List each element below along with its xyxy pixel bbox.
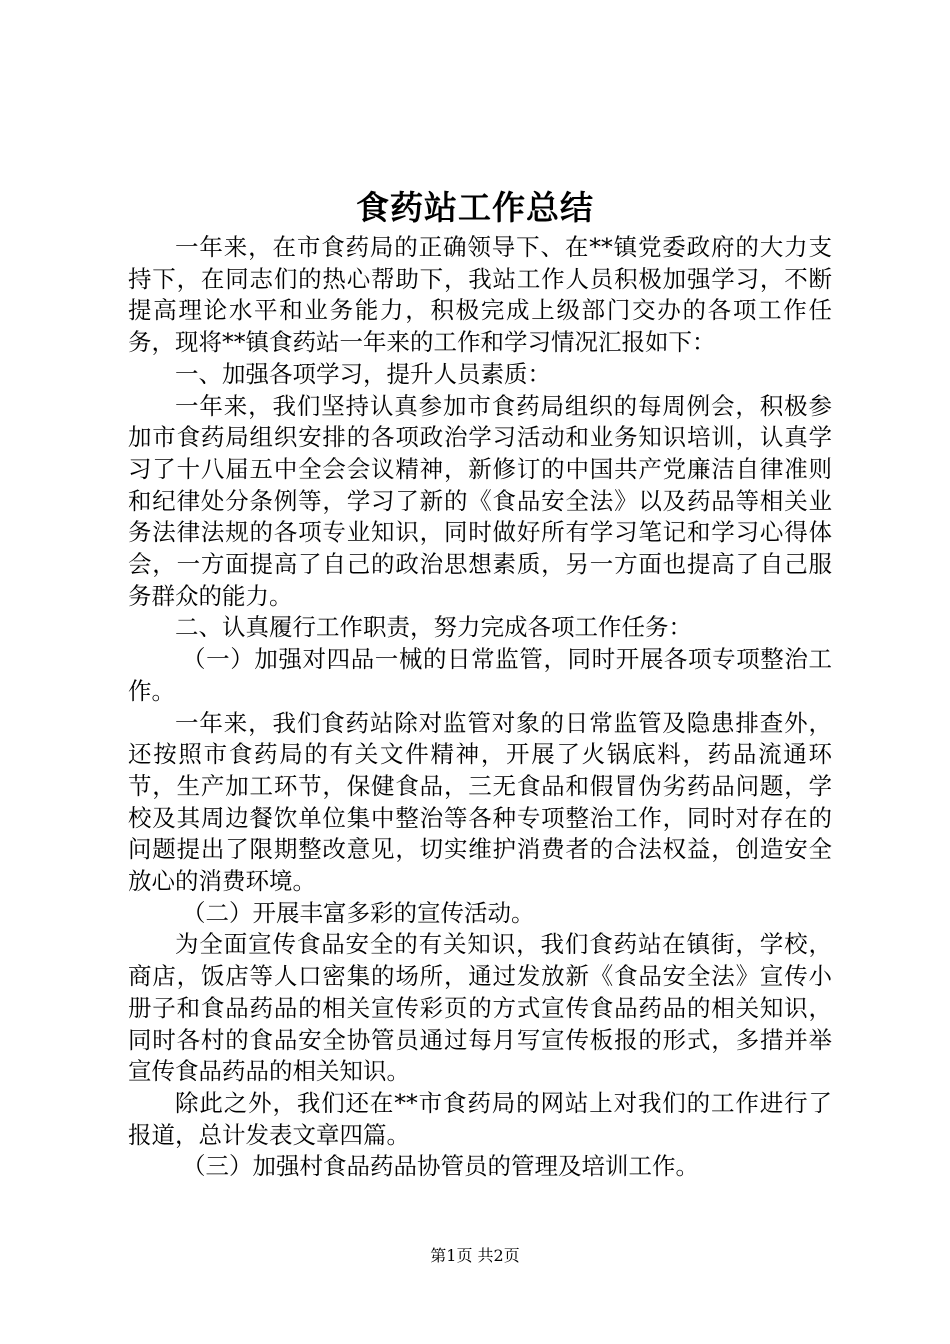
section-heading-1: 一、加强各项学习，提升人员素质： xyxy=(175,359,551,388)
document-body xyxy=(128,232,832,1183)
subsection-1-paragraph: 一年来，我们食药站除对监管对象的日常监管及隐患排查外，还按照市食药局的有关文件精神，开展了火锅底料，药品流通环节，生产加工环节，保健食品，三无食品和假冒伪劣药品问题，学校及其周边餐饮单位集中整治等各种专项整治工作，同时对存在的问题提出了限期整改意见，切实维护消费者的合法权益，创造安全放心的消费环境。 xyxy=(128,708,832,896)
subsection-heading-1: （一）加强对四品一械的日常监管，同时开展各项专项整治工作。 xyxy=(128,645,832,705)
subsection-2-paragraph: 为全面宣传食品安全的有关知识，我们食药站在镇街，学校，商店，饭店等人口密集的场所，通过发放新《食品安全法》宣传小册子和食品药品的相关宣传彩页的方式宣传食品药品的相关知识，同时各村的食品安全协管员通过每月写宣传板报的形式，多措并举宣传食品药品的相关知识。 xyxy=(128,930,832,1086)
intro-paragraph: 一年来，在市食药局的正确领导下、在**镇党委政府的大力支持下，在同志们的热心帮助下，我站工作人员积极加强学习，不断提高理论水平和业务能力，积极完成上级部门交办的各项工作任务，现将**镇食药站一年来的工作和学习情况汇报如下： xyxy=(128,233,832,357)
subsection-heading-2: （二）开展丰富多彩的宣传活动。 xyxy=(182,898,535,927)
document-title: 食药站工作总结 xyxy=(356,188,594,227)
subsection-heading-3: （三）加强村食品药品协管员的管理及培训工作。 xyxy=(182,1152,700,1181)
section-1-paragraph: 一年来，我们坚持认真参加市食药局组织的每周例会，积极参加市食药局组织安排的各项政治学习活动和业务知识培训，认真学习了十八届五中全会会议精神，新修订的中国共产党廉洁自律准则和纪律处分条例等，学习了新的《食品安全法》以及药品等相关业务法律法规的各项专业知识，同时做好所有学习笔记和学习心得体会，一方面提高了自己的政治思想素质，另一方面也提高了自己服务群众的能力。 xyxy=(128,391,832,610)
subsection-2-extra-paragraph: 除此之外，我们还在**市食药局的网站上对我们的工作进行了报道，总计发表文章四篇。 xyxy=(128,1088,832,1149)
section-heading-2: 二、认真履行工作职责，努力完成各项工作任务： xyxy=(175,613,692,642)
page-number: 第1页 共2页 xyxy=(430,1246,520,1265)
